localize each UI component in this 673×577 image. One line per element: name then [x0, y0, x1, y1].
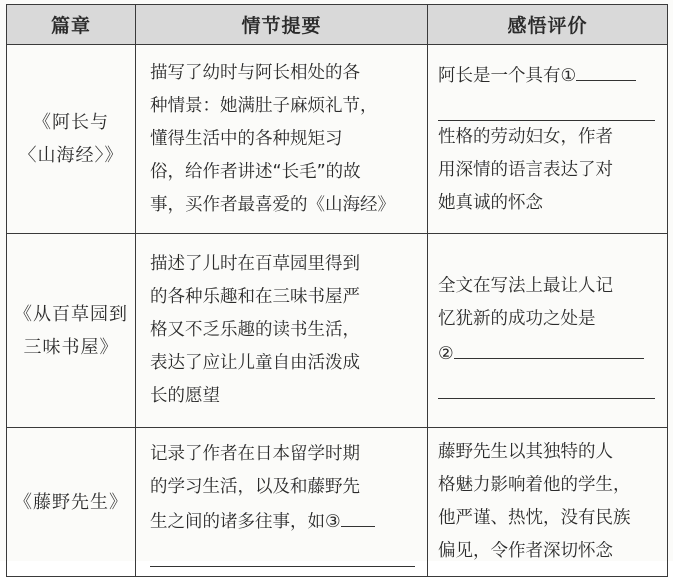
- review-line: 用深情的语言表达了对: [438, 160, 613, 180]
- review-cell: [428, 45, 668, 234]
- table-row: [7, 45, 668, 234]
- plot-cell: [136, 428, 428, 577]
- review-line: 忆犹新的成功之处是: [438, 309, 596, 329]
- plot-line: 种情景：她满肚子麻烦礼节，: [150, 95, 378, 116]
- reading-table: [6, 4, 668, 577]
- header-chapter: 篇章: [7, 5, 136, 45]
- header-review: 感悟评价: [428, 5, 668, 45]
- plot-blank-prefix: 生之间的诸多往事，如③: [150, 511, 341, 532]
- plot-line: 懂得生活中的各种规矩习: [150, 128, 343, 149]
- review-cell: [428, 428, 668, 577]
- plot-line: 俗，给作者讲述“长毛”的故: [150, 161, 361, 182]
- plot-line: 长的愿望: [150, 386, 220, 406]
- chapter-line: 《藤野先生》: [14, 491, 128, 513]
- review-line: 格魅力影响着他的学生，: [438, 475, 631, 495]
- chapter-line: 《阿长与: [33, 112, 109, 133]
- chapter-line: 《从百草园到: [14, 303, 128, 325]
- plot-line: 的各种乐趣和在三味书屋严: [150, 287, 360, 307]
- chapter-line: 〈山海经〉》: [18, 145, 124, 166]
- review-line: 全文在写法上最让人记: [438, 276, 613, 296]
- chapter-cell: [7, 428, 136, 577]
- answer-blank-2[interactable]: [454, 336, 644, 359]
- plot-line: 事，买作者最喜爱的《山海经》: [150, 194, 395, 215]
- review-prefix: 阿长是一个具有①: [438, 66, 577, 86]
- review-line: 她真诚的怀念: [438, 193, 543, 213]
- plot-line: 描写了幼时与阿长相处的各: [150, 62, 360, 83]
- answer-blank-1[interactable]: [576, 58, 636, 81]
- plot-line: 描述了儿时在百草园里得到: [150, 254, 360, 274]
- review-line: 偏见，令作者深切怀念: [438, 541, 613, 561]
- review-cell: [428, 234, 668, 428]
- review-line: 藤野先生以其独特的人: [438, 442, 613, 462]
- chapter-cell: [7, 45, 136, 234]
- blank-number: ②: [438, 344, 454, 364]
- plot-line: 格又不乏乐趣的读书生活，: [150, 320, 360, 340]
- answer-blank-1-continued[interactable]: [438, 93, 655, 121]
- plot-line: 记录了作者在日本留学时期: [150, 443, 360, 464]
- review-line: 性格的劳动妇女，作者: [438, 127, 613, 147]
- answer-blank-3-continued[interactable]: [150, 539, 415, 567]
- table-row: [7, 234, 668, 428]
- plot-cell: [136, 45, 428, 234]
- chapter-cell: [7, 234, 136, 428]
- review-line: 他严谨、热忱，没有民族: [438, 508, 631, 528]
- header-plot: 情节提要: [136, 5, 428, 45]
- header-row: [7, 5, 668, 45]
- plot-line: 的学习生活，以及和藤野先: [150, 476, 360, 497]
- plot-cell: [136, 234, 428, 428]
- chapter-line: 三味书屋》: [23, 336, 119, 358]
- table-row: [7, 428, 668, 577]
- answer-blank-3[interactable]: [341, 504, 375, 527]
- answer-blank-2-continued[interactable]: [438, 371, 655, 399]
- plot-line: 表达了应让儿童自由活泼成: [150, 353, 360, 373]
